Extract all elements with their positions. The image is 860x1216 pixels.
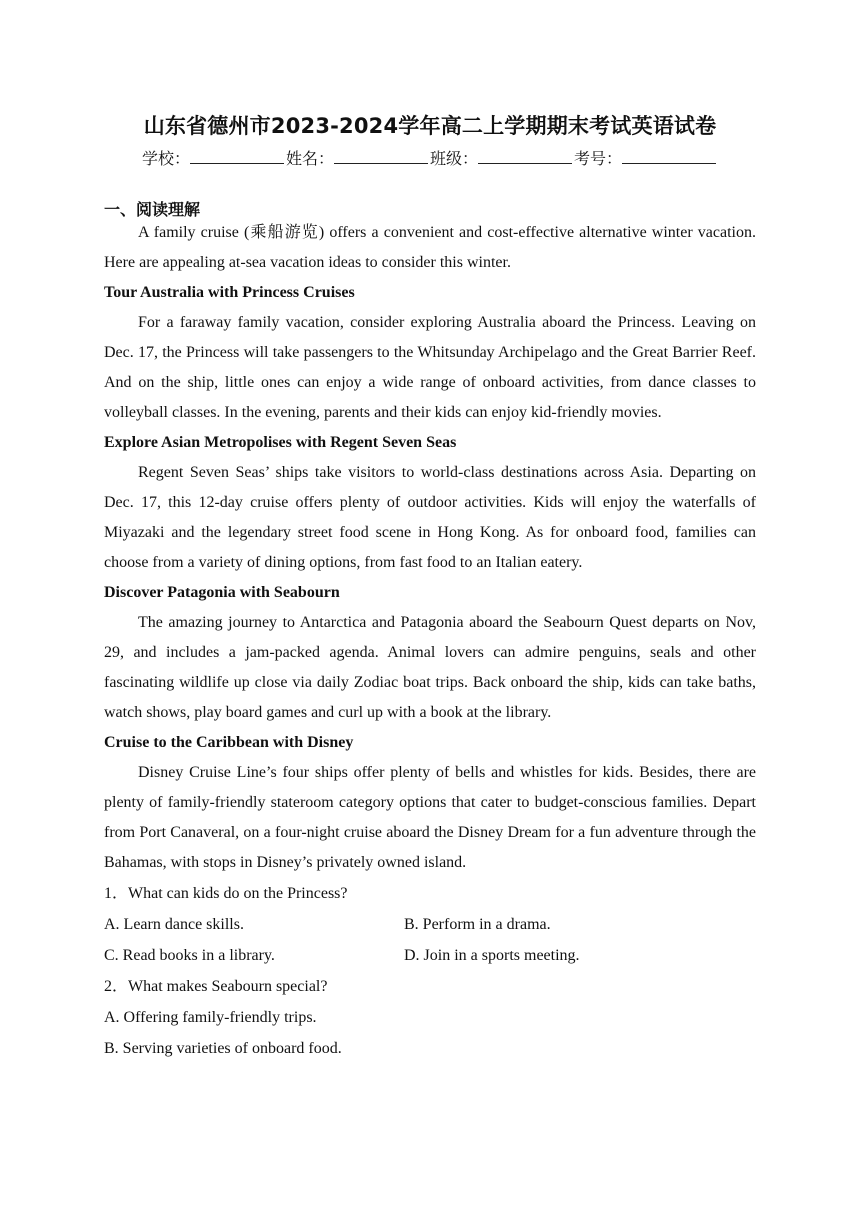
- option-c[interactable]: C. Read books in a library.: [104, 947, 275, 964]
- passage-heading: Discover Patagonia with Seabourn: [104, 584, 340, 601]
- page-title: 山东省德州市2023-2024学年高二上学期期末考试英语试卷: [143, 114, 717, 138]
- school-label: 学校：: [141, 149, 190, 168]
- passage-paragraph: The amazing journey to Antarctica and Patagonia aboard the Seabourn Quest departs on Nov, 29, and includes a jam-packed agenda. Animal lovers can admire penguins, seals and other fascinating wildlife up close via daily Zodiac boat trips. Back onboard the ship, kids can take baths, watch shows, play board games and curl up with a book at the library.: [104, 614, 756, 721]
- passage-heading: Cruise to the Caribbean with Disney: [104, 734, 354, 751]
- name-blank[interactable]: [334, 148, 428, 164]
- question-stem: 2．What makes Seabourn special?: [104, 978, 328, 995]
- number-blank[interactable]: [622, 148, 716, 164]
- class-label: 班级：: [430, 149, 479, 168]
- number-label: 考号：: [574, 149, 623, 168]
- question-stem: 1．What can kids do on the Princess?: [104, 885, 348, 902]
- passage-heading: Explore Asian Metropolises with Regent Seven Seas: [104, 434, 457, 451]
- passage-paragraph: Regent Seven Seas’ ships take visitors to world-class destinations across Asia. Departing on Dec. 17, this 12-day cruise offers plenty of outdoor activities. Kids will enjoy the waterfalls of Miyazaki and the legendary street food scene in Hong Kong. As for onboard food, families can choose from a variety of dining options, from fast food to an Italian eatery.: [104, 464, 756, 571]
- option-row: [104, 940, 756, 971]
- section-heading: 一、阅读理解: [104, 200, 201, 219]
- intro-paragraph: A family cruise (乘船游览) offers a convenient and cost-effective alternative winter vacation. Here are appealing at-sea vacation ideas to consider this winter.: [104, 224, 756, 271]
- reading-passage: [104, 218, 756, 1064]
- option-a[interactable]: A. Learn dance skills.: [104, 916, 244, 933]
- passage-paragraph: Disney Cruise Line’s four ships offer plenty of bells and whistles for kids. Besides, there are plenty of family-friendly stateroom category options that cater to budget-conscious families. Depart from Port Canaveral, on a four-night cruise aboard the Disney Dream for a fun adventure through the Bahamas, with stops in Disney’s privately owned island.: [104, 764, 756, 871]
- option-d[interactable]: D. Join in a sports meeting.: [404, 947, 580, 964]
- option-a[interactable]: A. Offering family-friendly trips.: [104, 1009, 317, 1026]
- option-row: [104, 909, 756, 940]
- option-b[interactable]: B. Perform in a drama.: [404, 916, 551, 933]
- student-info-line: [0, 146, 860, 169]
- name-label: 姓名：: [285, 149, 334, 168]
- class-blank[interactable]: [478, 148, 572, 164]
- option-b[interactable]: B. Serving varieties of onboard food.: [104, 1040, 342, 1057]
- passage-paragraph: For a faraway family vacation, consider exploring Australia aboard the Princess. Leaving on Dec. 17, the Princess will take passengers to the Whitsunday Archipelago and the Great Barrier Reef. And on the ship, little ones can enjoy a wide range of onboard activities, from dance classes to volleyball classes. In the evening, parents and their kids can enjoy kid-friendly movies.: [104, 314, 756, 421]
- passage-heading: Tour Australia with Princess Cruises: [104, 284, 355, 301]
- school-blank[interactable]: [190, 148, 284, 164]
